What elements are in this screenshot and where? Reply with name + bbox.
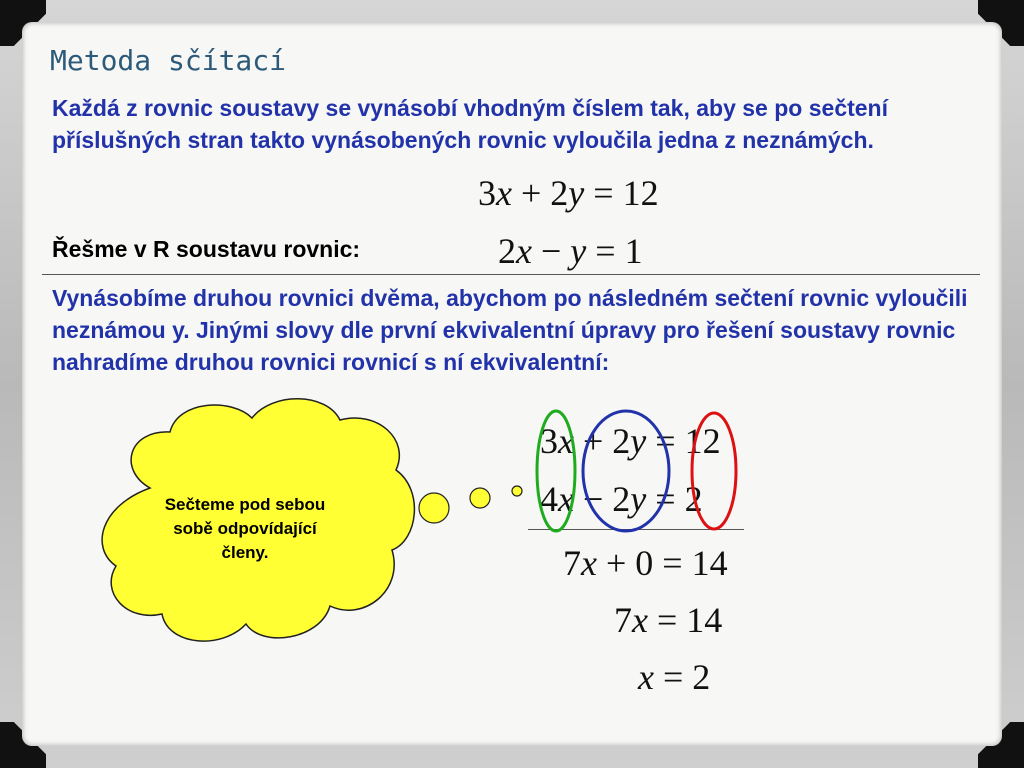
cloud-text: Sečteme pod sebou sobě odpovídající členy. [164, 495, 326, 562]
green-oval [537, 411, 575, 531]
addition-equation-1: 3x + 2y = 12 [540, 421, 721, 461]
system-equation-2: 2x − y = 1 [498, 231, 643, 271]
red-oval [692, 413, 736, 529]
addition-equation-2: 4x − 2y = 2 [540, 479, 703, 519]
page-title: Metoda sčítací [50, 44, 287, 77]
solve-label: Řešme v R soustavu rovnic: [52, 236, 361, 262]
result-step-3: x = 2 [638, 657, 711, 697]
system-equation-1: 3x + 2y = 12 [478, 173, 659, 213]
intro-text: Každá z rovnic soustavy se vynásobí vhodným číslem tak, aby se po sečtení příslušných stran takto vynásobených rovnic vyloučila jedna z neznámých. [52, 95, 888, 153]
blue-oval [583, 411, 669, 531]
explanation-text: Vynásobíme druhou rovnici dvěma, abychom po následném sečtení rovnic vyloučili neznámou y. Jinými slovy dle první ekvivalentní úpravy pro řešení soustavy rovnic nahradíme druhou rovnici rovnicí s ní ekvivalentní: [52, 285, 968, 375]
result-step-1: 7x + 0 = 14 [563, 543, 728, 583]
thought-bubble [470, 488, 490, 508]
thought-bubble [512, 486, 522, 496]
result-step-2: 7x = 14 [614, 600, 723, 640]
thought-bubble [419, 493, 449, 523]
